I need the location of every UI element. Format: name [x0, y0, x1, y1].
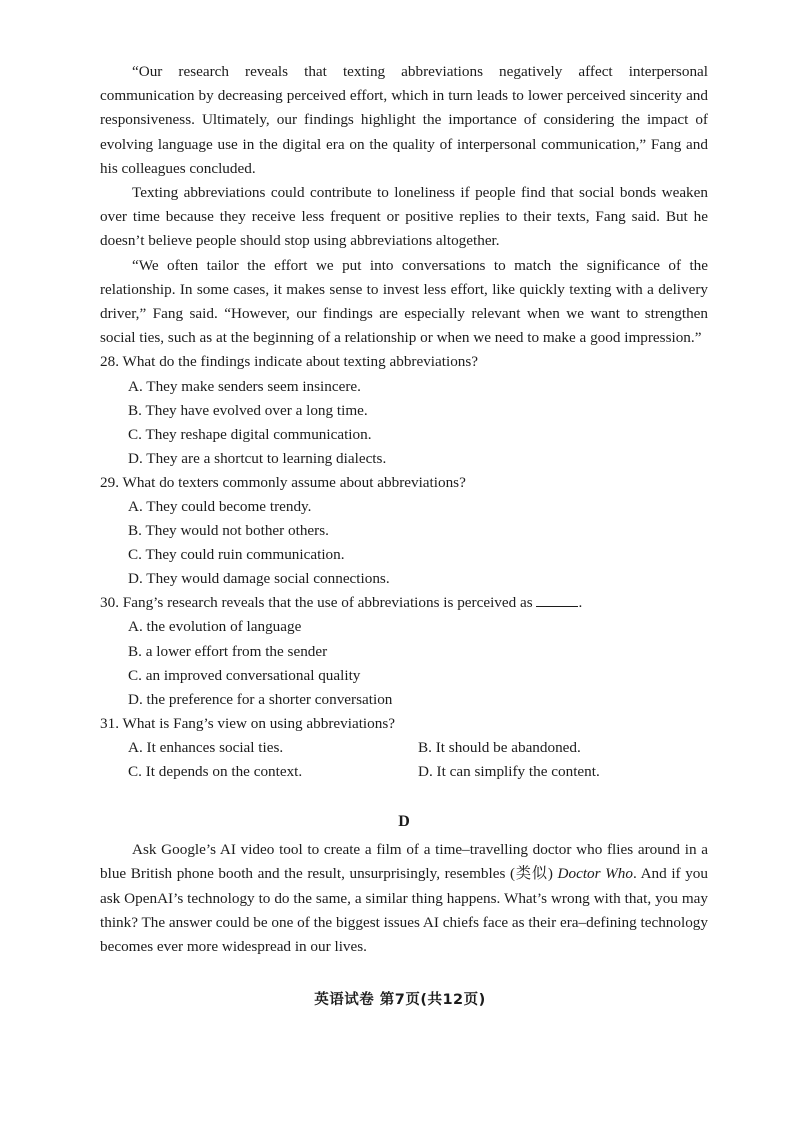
- passage-paragraph: “We often tailor the effort we put into conversations to match the significance of the relationship. In some cases, it makes sense to invest less effort, like quickly texting with a delivery driver,” Fang said. “However, our findings are especially relevant when we want to strengthen social ties, such as at the beginning of a relationship or when we need to make a good impression.”: [100, 256, 708, 347]
- question-stem: 29. What do texters commonly assume about abbreviations?: [100, 473, 466, 491]
- option-b: B. They have evolved over a long time.: [128, 401, 368, 419]
- question-28: [100, 350, 708, 470]
- passage-text: Ask Google’s AI video tool to create a film of a time–travelling doctor who flies around in a blue British phone booth and the result, unsurprisingly, resembles (类似): [100, 841, 708, 883]
- question-stem-end: .: [578, 594, 583, 612]
- show-title: Doctor Who: [557, 865, 633, 883]
- option-c: C. It depends on the context.: [128, 763, 303, 781]
- option-b: B. They would not bother others.: [128, 522, 329, 540]
- exam-page: [100, 60, 708, 959]
- question-31: [100, 712, 708, 784]
- answer-blank: [536, 592, 578, 607]
- question-30: [100, 591, 708, 711]
- option-a: A. the evolution of language: [128, 618, 302, 636]
- option-a: A. They make senders seem insincere.: [128, 377, 361, 395]
- option-a: A. They could become trendy.: [128, 498, 312, 515]
- question-stem-text: 30. Fang’s research reveals that the use of abbreviations is perceived as: [100, 594, 533, 612]
- question-stem: 31. What is Fang’s view on using abbreviations?: [100, 714, 395, 732]
- option-d: D. They would damage social connections.: [128, 570, 390, 588]
- option-d: D. It can simplify the content.: [418, 763, 600, 781]
- option-c: C. They reshape digital communication.: [128, 425, 372, 443]
- passage-paragraph: Texting abbreviations could contribute to loneliness if people find that social bonds weaken over time because they receive less frequent or positive replies to their texts, Fang said. But he doesn’t believe people should stop using abbreviations altogether.: [100, 184, 708, 250]
- question-stem: [100, 591, 708, 615]
- option-c: C. an improved conversational quality: [128, 666, 361, 684]
- passage-text: . And if you ask OpenAI’s technology to do the same, a similar thing happens. What’s wrong with that, you may think? The answer could be one of the biggest issues AI chiefs face as their era–defining technology becomes ever more widespread in our lives.: [100, 865, 708, 955]
- options-row: [128, 760, 708, 784]
- passage-paragraph: “Our research reveals that texting abbreviations negatively affect interpersonal communication by decreasing perceived effort, which in turn leads to lower perceived sincerity and responsiveness. Ultimately, our findings highlight the importance of considering the impact of evolving language use in the digital era on the quality of interpersonal communication,” Fang and his colleagues concluded.: [100, 63, 708, 177]
- option-d: D. They are a shortcut to learning dialects.: [128, 449, 387, 467]
- option-b: B. It should be abandoned.: [418, 738, 581, 756]
- question-29: [100, 471, 708, 591]
- passage-paragraph: [100, 838, 708, 959]
- page-footer: 英语试卷 第7页(共12页): [314, 992, 486, 1008]
- option-a: A. It enhances social ties.: [128, 738, 284, 756]
- question-stem: 28. What do the findings indicate about texting abbreviations?: [100, 353, 479, 371]
- option-b: B. a lower effort from the sender: [128, 642, 328, 660]
- section-heading: D: [398, 813, 410, 831]
- option-d: D. the preference for a shorter conversation: [128, 690, 393, 708]
- option-c: C. They could ruin communication.: [128, 546, 345, 564]
- options-row: [128, 736, 708, 760]
